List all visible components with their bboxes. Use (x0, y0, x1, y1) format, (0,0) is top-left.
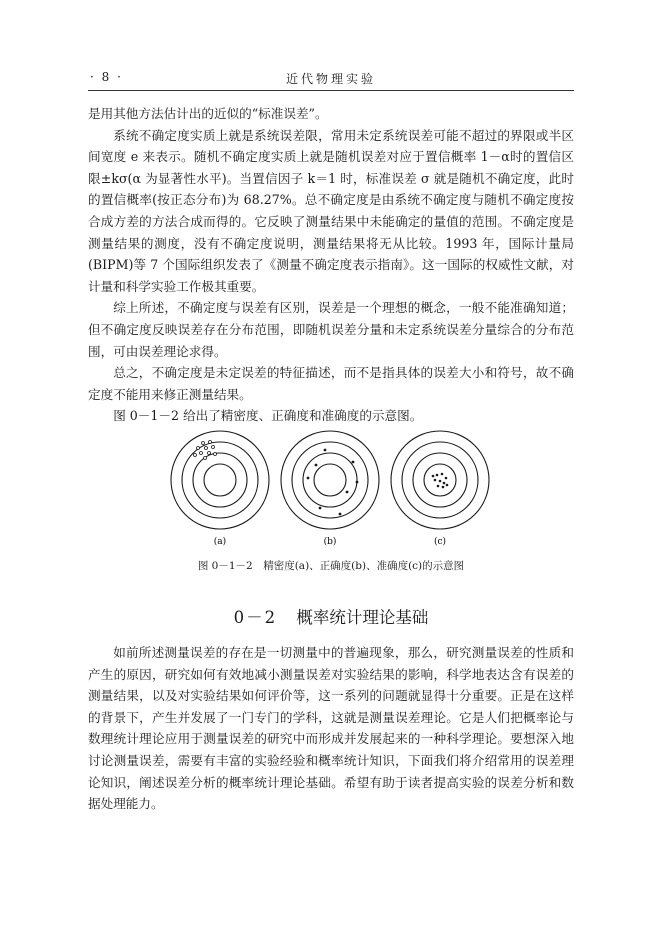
sub-label-b: (b) (323, 537, 337, 547)
shots-c (432, 473, 449, 489)
target-b (281, 431, 379, 529)
section-number: 0－2 (233, 608, 278, 627)
paragraph: 综上所述，不确定度与误差有区别，误差是一个理想的概念，一般不能准确知道；但不确定度反映误差存在分布范围，即随机误差分量和未定系统误差分量综合的分布范围，可由误差理论求得。 (88, 300, 574, 359)
paragraph: 图 0－1－2 给出了精密度、正确度和准确度的示意图。 (113, 408, 423, 424)
target-figure (170, 430, 490, 550)
paragraph: 总之，不确定度是未定误差的特征描述，而不是指具体的误差大小和符号，故不确定度不能用来修正测量结果。 (88, 365, 574, 402)
target-diagram (170, 430, 490, 550)
paragraph: 是用其他方法估计出的近似的“标准误差”。 (88, 106, 328, 121)
figure-caption: 图 0－1－2 精密度(a)、正确度(b)、准确度(c)的示意图 (197, 560, 465, 572)
body-text-top (88, 103, 574, 427)
section-heading (88, 604, 574, 628)
sub-label-a: (a) (213, 537, 227, 547)
body-text-bottom (88, 642, 574, 815)
page-number: · 8 · (90, 70, 123, 84)
running-title: 近代物理实验 (285, 72, 376, 86)
target-a (171, 431, 269, 529)
section-title: 概率统计理论基础 (296, 608, 429, 627)
paragraph: 系统不确定度实质上就是系统误差限，常用未定系统误差可能不超过的界限或半区间宽度 e 来表示。随机不确定度实质上就是随机误差对应于置信概率 1－α时的置信区限±kσ(α 为显著性水平)。当置信因子 k＝1 时，标准误差 σ 就是随机不确定度，此时的置信概率(按正态分布)为 68.27%。总不确定度是由系统不确定度与随机不确定度按合成方差的方法合成而得的。它反映了测量结果中未能确定的量值的范围。不确定度是测量结果的测度，没有不确定度说明，测量结果将无从比较。1993 年，国际计量局(BIPM)等 7 个国际组织发表了《测量不确定度表示指南》。这一国际的权威性文献，对计量和科学实验工作极其重要。 (88, 127, 574, 294)
page-header (88, 68, 574, 91)
sub-label-c: (c) (433, 537, 447, 547)
paragraph: 如前所述测量误差的存在是一切测量中的普遍现象，那么，研究测量误差的性质和产生的原因，研究如何有效地减小测量误差对实验结果的影响，科学地表达含有误差的测量结果，以及对实验结果如何评价等，这一系列的问题就显得十分重要。正是在这样的背景下，产生并发展了一门专门的学科，这就是测量误差理论。它是人们把概率论与数理统计理论应用于测量误差的研究中而形成并发展起来的一种科学理论。要想深入地讨论测量误差，需要有丰富的实验经验和概率统计知识，下面我们将介绍常用的误差理论知识，阐述误差分析的概率统计理论基础。希望有助于读者提高实验的误差分析和数据处理能力。 (88, 645, 574, 812)
